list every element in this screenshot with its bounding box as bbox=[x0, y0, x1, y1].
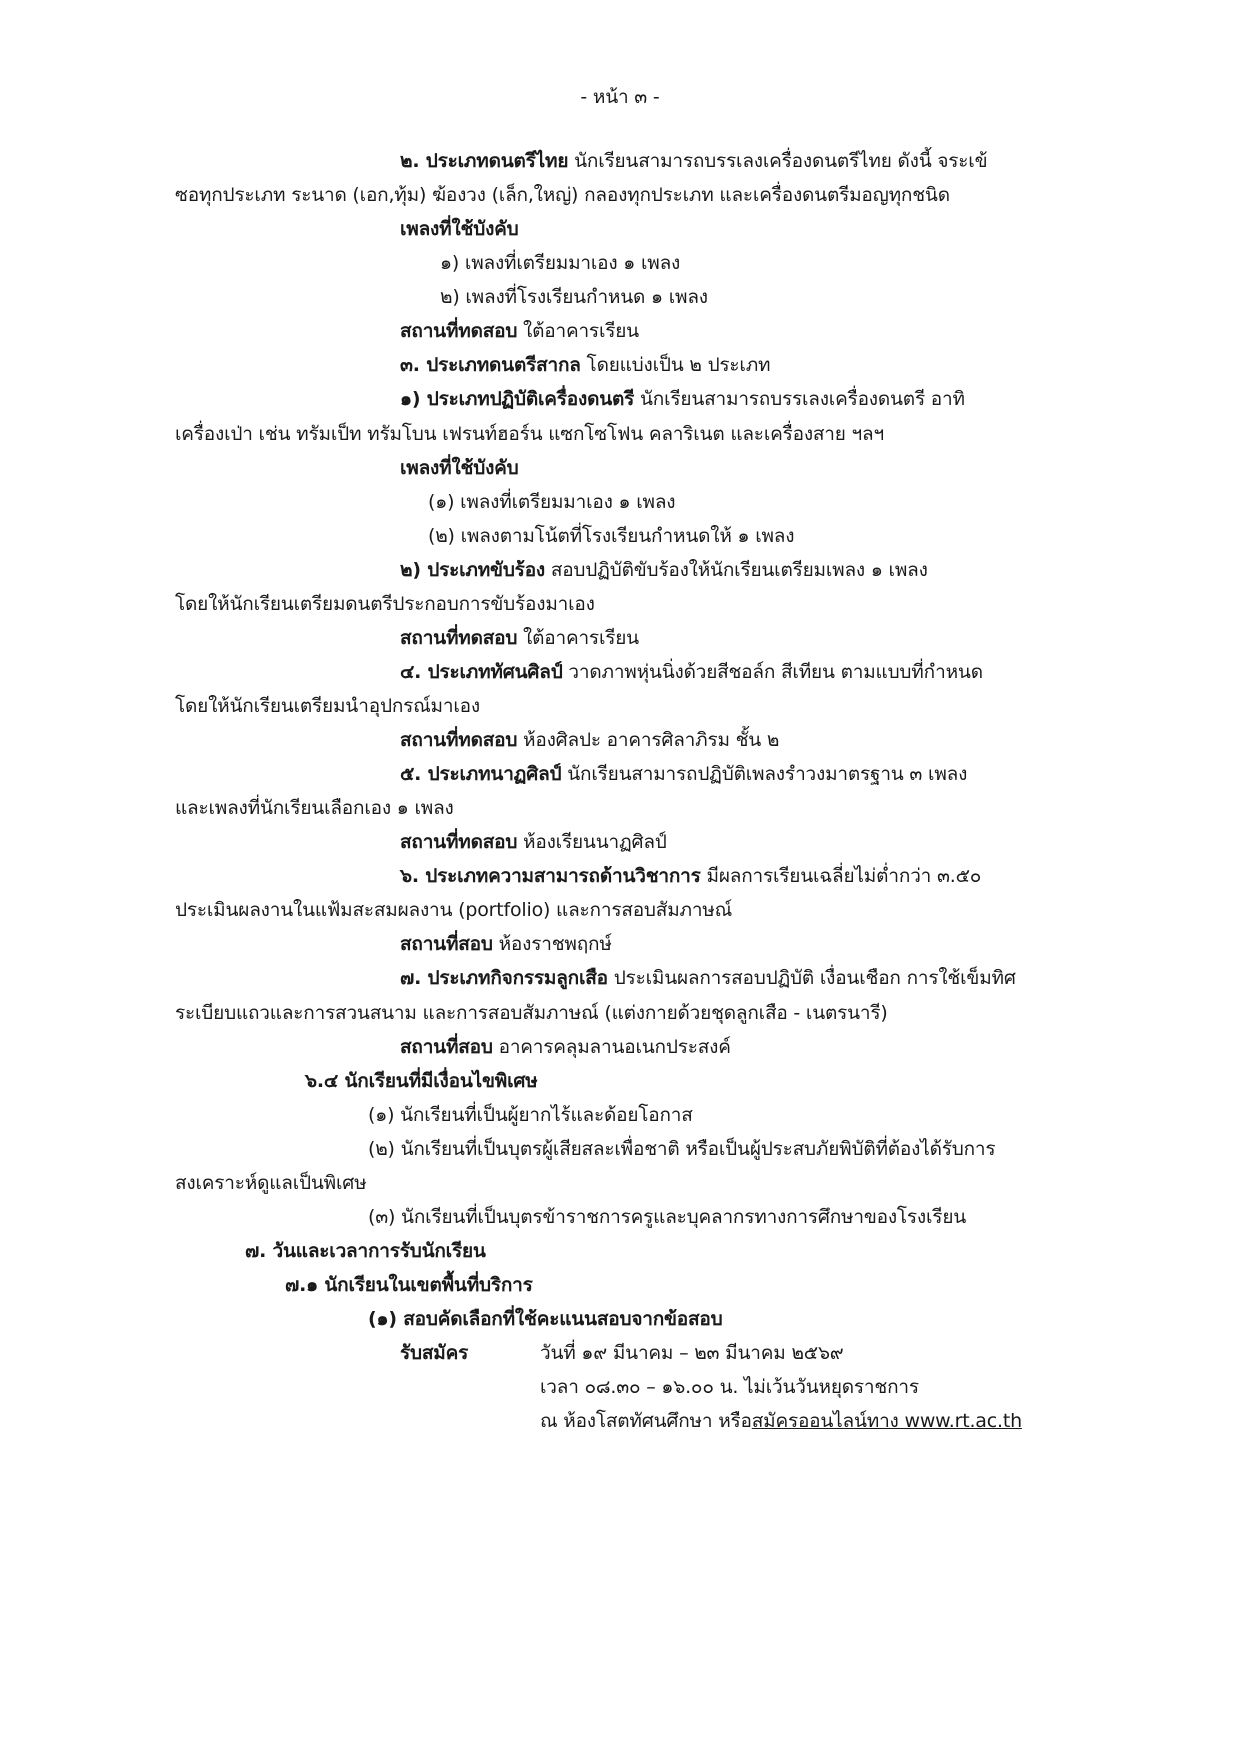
doc-line: และเพลงที่นักเรียนเลือกเอง ๑ เพลง bbox=[175, 797, 454, 819]
doc-line: ๔. ประเภททัศนศิลป์ วาดภาพหุ่นนิ่งด้วยสีชอล์ก สีเทียน ตามแบบที่กำหนด bbox=[400, 661, 983, 683]
doc-line: เพลงที่ใช้บังคับ bbox=[400, 218, 519, 240]
doc-line: โดยให้นักเรียนเตรียมนำอุปกรณ์มาเอง bbox=[175, 695, 480, 717]
doc-line: สงเคราะห์ดูแลเป็นพิเศษ bbox=[175, 1172, 367, 1194]
section-heading: (๑) สอบคัดเลือกที่ใช้คะแนนสอบจากข้อสอบ bbox=[368, 1308, 723, 1330]
page-header: - หน้า ๓ - bbox=[580, 86, 660, 108]
doc-line: สถานที่ทดสอบ ใต้อาคารเรียน bbox=[400, 627, 639, 649]
doc-line: เพลงที่ใช้บังคับ bbox=[400, 457, 519, 479]
application-time: เวลา ๐๘.๓๐ – ๑๖.๐๐ น. ไม่เว้นวันหยุดราชการ bbox=[540, 1376, 919, 1398]
doc-line: (๑) เพลงที่เตรียมมาเอง ๑ เพลง bbox=[428, 491, 676, 513]
doc-line: ๗. ประเภทกิจกรรมลูกเสือ ประเมินผลการสอบปฏิบัติ เงื่อนเชือก การใช้เข็มทิศ bbox=[400, 967, 1016, 989]
doc-line: (๓) นักเรียนที่เป็นบุตรข้าราชการครูและบุคลากรทางการศึกษาของโรงเรียน bbox=[368, 1206, 967, 1228]
doc-line: (๒) เพลงตามโน้ตที่โรงเรียนกำหนดให้ ๑ เพลง bbox=[428, 525, 795, 547]
doc-line: ๓. ประเภทดนตรีสากล โดยแบ่งเป็น ๒ ประเภท bbox=[400, 354, 771, 376]
doc-line: ประเมินผลงานในแฟ้มสะสมผลงาน (portfolio) และการสอบสัมภาษณ์ bbox=[175, 899, 733, 921]
doc-line: (๒) นักเรียนที่เป็นบุตรผู้เสียสละเพื่อชาติ หรือเป็นผู้ประสบภัยพิบัติที่ต้องได้รับการ bbox=[368, 1138, 996, 1160]
doc-line: ๒. ประเภทดนตรีไทย นักเรียนสามารถบรรเลงเครื่องดนตรีไทย ดังนี้ จระเข้ bbox=[400, 150, 988, 172]
doc-line: (๑) นักเรียนที่เป็นผู้ยากไร้และด้อยโอกาส bbox=[368, 1104, 693, 1126]
doc-line: สถานที่ทดสอบ ห้องศิลปะ อาคารศิลาภิรม ชั้น ๒ bbox=[400, 729, 780, 751]
doc-line: ๖. ประเภทความสามารถด้านวิชาการ มีผลการเรียนเฉลี่ยไม่ต่ำกว่า ๓.๕๐ bbox=[400, 865, 982, 887]
doc-line: ๑) ประเภทปฏิบัติเครื่องดนตรี นักเรียนสามารถบรรเลงเครื่องดนตรี อาทิ bbox=[400, 388, 965, 410]
doc-line: ซอทุกประเภท ระนาด (เอก,ทุ้ม) ฆ้องวง (เล็ก,ใหญ่) กลองทุกประเภท และเครื่องดนตรีมอญทุกชนิด bbox=[175, 184, 950, 206]
doc-line: ๕. ประเภทนาฏศิลป์ นักเรียนสามารถปฏิบัติเพลงรำวงมาตรฐาน ๓ เพลง bbox=[400, 763, 968, 785]
doc-line: สถานที่ทดสอบ ใต้อาคารเรียน bbox=[400, 320, 639, 342]
doc-line: สถานที่ทดสอบ ห้องเรียนนาฏศิลป์ bbox=[400, 831, 667, 853]
section-heading: ๗.๑ นักเรียนในเขตพื้นที่บริการ bbox=[285, 1274, 533, 1296]
application-date: วันที่ ๑๙ มีนาคม – ๒๓ มีนาคม ๒๕๖๙ bbox=[540, 1342, 844, 1364]
doc-line: ๒) เพลงที่โรงเรียนกำหนด ๑ เพลง bbox=[440, 286, 708, 308]
online-application-link[interactable]: สมัครออนไลน์ทาง www.rt.ac.th bbox=[751, 1410, 1022, 1432]
section-heading: ๗. วันและเวลาการรับนักเรียน bbox=[245, 1240, 486, 1262]
doc-line: เครื่องเป่า เช่น ทรัมเป็ท ทรัมโบน เฟรนท์ฮอร์น แซกโซโฟน คลาริเนต และเครื่องสาย ฯลฯ bbox=[175, 423, 884, 445]
doc-line: ๑) เพลงที่เตรียมมาเอง ๑ เพลง bbox=[440, 252, 681, 274]
doc-line: สถานที่สอบ ห้องราชพฤกษ์ bbox=[400, 933, 612, 955]
doc-line: ระเบียบแถวและการสวนสนาม และการสอบสัมภาษณ์ (แต่งกายด้วยชุดลูกเสือ - เนตรนารี) bbox=[175, 1002, 888, 1024]
application-label: รับสมัคร bbox=[400, 1342, 469, 1364]
doc-line: โดยให้นักเรียนเตรียมดนตรีประกอบการขับร้องมาเอง bbox=[175, 593, 595, 615]
doc-line: ๒) ประเภทขับร้อง สอบปฏิบัติขับร้องให้นักเรียนเตรียมเพลง ๑ เพลง bbox=[400, 559, 928, 581]
application-place: ณ ห้องโสตทัศนศึกษา หรือสมัครออนไลน์ทาง www.rt.ac.th bbox=[540, 1410, 1022, 1432]
section-heading: ๖.๔ นักเรียนที่มีเงื่อนไขพิเศษ bbox=[305, 1070, 538, 1092]
doc-line: สถานที่สอบ อาคารคลุมลานอเนกประสงค์ bbox=[400, 1036, 731, 1058]
